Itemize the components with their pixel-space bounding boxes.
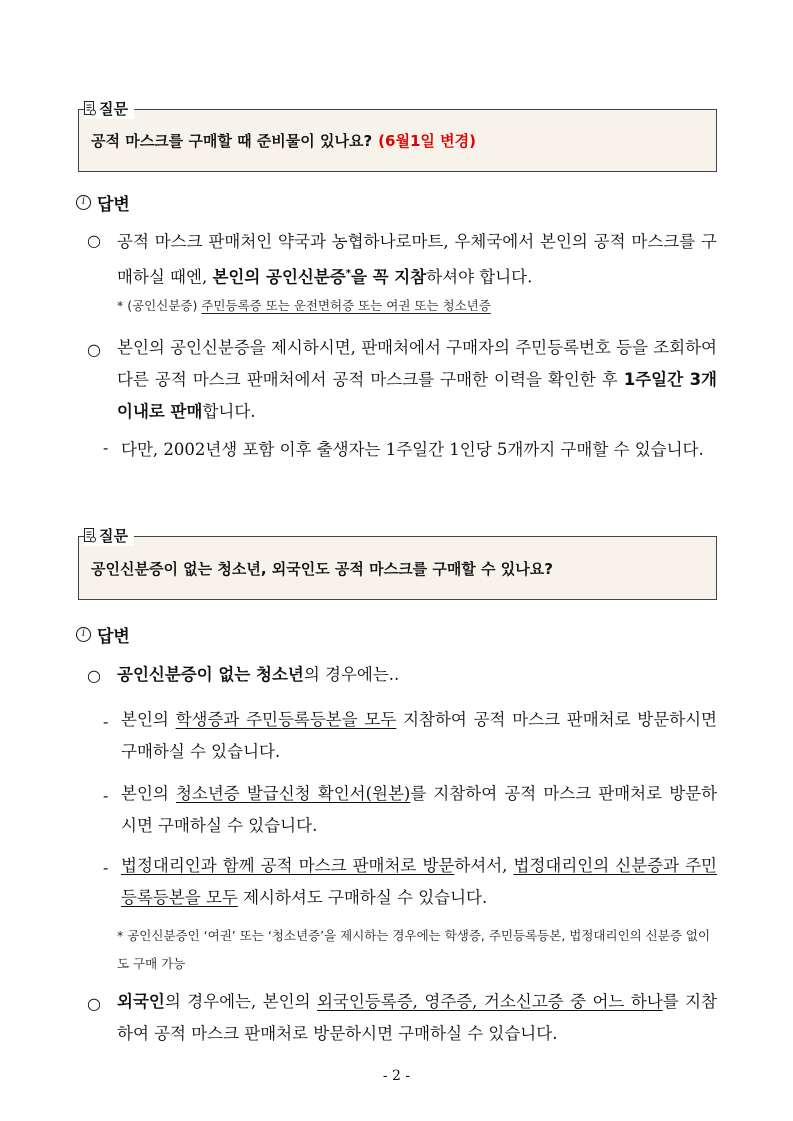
footnote-text: 공인신분증인 ‘여권’ 또는 ‘청소년증’을 제시하는 경우에는 학생증, 주민등록등본, 법정대리인의 신분증 없이도 구매 가능 [117,928,711,971]
answer-paragraph [117,659,717,691]
text-span: 하셔서, [454,856,514,875]
circle-bullet: ○ [87,994,101,1013]
answer-subparagraph [121,704,717,768]
circle-bullet: ○ [87,340,101,359]
text-span: 본인의 [121,710,176,729]
page-number: - 2 - [382,1068,411,1084]
text-span: 하셔야 합니다. [426,267,533,287]
bold-text: 공인신분증이 없는 청소년 [117,665,304,684]
question-text-2: 공인신분증이 없는 청소년, 외국인도 공적 마스크를 구매할 수 있나요? [91,559,553,578]
question-label-text: 질문 [99,527,128,545]
answer-subparagraph: 다만, 2002년생 포함 이후 출생자는 1주일간 1인당 5개까지 구매할 수 있습니다. [121,440,704,459]
answer-label-text: 답변 [97,627,130,647]
answer-label-1 [76,190,130,215]
answer-label-text: 답변 [97,195,130,215]
question-box-1 [78,109,717,172]
document-icon [84,101,96,116]
question-label-2 [84,525,134,546]
info-icon: i [76,627,91,642]
underlined-text: 법정대리인과 함께 공적 마스크 판매처로 방문 [121,856,455,875]
underlined-text: 청소년증 발급신청 확인서(원본) [175,784,411,803]
text-span: 를 지참하여 공적 마스크 판매처로 방문하시면 구매하실 수 있습니다. [121,784,718,835]
answer-subparagraph [121,850,717,914]
question-label-1 [84,98,134,119]
circle-bullet: ○ [87,666,101,685]
dash-bullet: - [103,858,109,877]
footnote-star: * [345,268,351,279]
text-span: 공적 마스크 판매처인 약국과 농협하나로마트, 우체국에서 본인의 공적 마스크를 구매하실 때엔, [117,232,717,287]
underlined-text: 학생증과 주민등록등본을 모두 [175,710,397,729]
question-box-2 [78,536,717,600]
question-label-text: 질문 [99,100,128,118]
text-span: (공인신분증) [127,298,202,313]
text-span: 제시하셔도 구매하실 수 있습니다. [237,888,488,907]
bold-text: 본인의 공인신분증 [212,267,346,287]
text-span: 지참하여 공적 마스크 판매처로 방문하시면 구매하실 수 있습니다. [121,710,717,761]
dash-bullet: - [103,438,109,457]
footnote [117,292,491,320]
underlined-text: 주민등록증 또는 운전면허증 또는 여권 또는 청소년증 [201,298,491,313]
question-highlight-1: (6월1일 변경) [378,132,476,150]
dash-bullet: - [103,712,109,731]
text-span: 의 경우에는, 본인의 [164,992,318,1011]
underlined-text: 외국인등록증, 영주증, 거소신고증 중 어느 하나 [317,992,663,1011]
bold-text: 외국인 [117,992,165,1011]
answer-subparagraph [121,778,717,842]
text-span: 본인의 공인신분증을 제시하시면, 판매처에서 구매자의 주민등록번호 등을 조회하여 다른 공적 마스크 판매처에서 공적 마스크를 구매한 이력을 확인한 후 [117,338,717,389]
document-icon [84,528,96,543]
text-span: 의 경우에는.. [303,665,400,684]
answer-paragraph [117,226,717,294]
question-text-1: 공적 마스크를 구매할 때 준비물이 있나요? [91,132,373,150]
footnote [117,922,717,978]
footnote-star: * [117,298,124,313]
bold-text: 을 꼭 지참 [350,267,427,287]
answer-label-2 [76,622,130,647]
footnote-star: * [117,928,124,943]
bold-text: 1주일간 3개 이내로 판매 [117,370,717,421]
info-icon: i [76,195,91,210]
answer-paragraph [117,986,717,1050]
circle-bullet: ○ [87,231,101,250]
text-span: 본인의 [121,784,176,803]
text-span: 를 지참하여 공적 마스크 판매처로 방문하시면 구매하실 수 있습니다. [117,992,718,1043]
answer-paragraph [117,332,717,428]
dash-bullet: - [103,786,109,805]
text-span: 합니다. [202,402,256,421]
underlined-text: 법정대리인의 신분증과 주민등록등본을 모두 [121,856,717,907]
